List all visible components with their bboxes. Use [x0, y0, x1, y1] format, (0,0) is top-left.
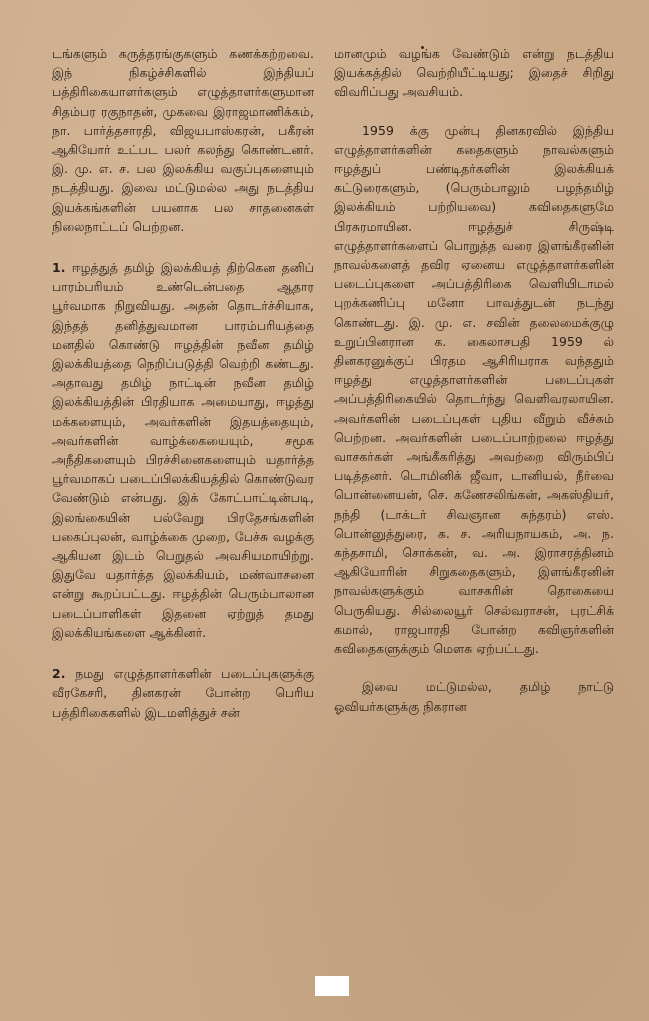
right-main-paragraph: 1959 க்கு முன்பு தினகரவில் இந்திய எழுத்தாளர்களின் கதைகளும் நாவல்களும் ஈழத்துப் பண்டிதர்களின் இலக்கியக் கட்டுரைகளும், (பெரும்பாலும் பழந்தமிழ் இலக்கியம் பற்றியவை) கவிதைகளுமே பிரசுரமாயின. ஈழத்துச் சிருஷ்டி எழுத்தாளர்களைப் பொறுத்த வரை இளங்கீரனின் நாவல்களைத் தவிர ஏனைய எழுத்தாளர்களின் படைப்புகளை அப்பத்திரிகை வெளியிடாமல் புறக்கணிப்பு மனோ பாவத்துடன் நடந்து கொண்டது. இ. மு. எ. சவின் தலைமைக்குழு உறுப்பினரான க. கைலாசபதி 1959 ல் தினகரனுக்குப் பிரதம ஆசிரியராக வந்ததும் ஈழத்து எழுத்தாளர்களின் படைப்புகள் அப்பத்திரிகையில் தொடர்ந்து வெளிவரலாயின. அவர்களின் படைப்புகள் புதிய வீறும் வீச்சும் பெற்றன. அவர்களின் படைப்பாற்றலை ஈழத்து வாசகர்கள் அங்கீகரித்து அவற்றை விரும்பிப் படித்தனர். டொமினிக் ஜீவா, டானியல், நீர்வை பொன்னையன், செ. கணேசலிங்கன், அகஸ்தியர், நந்தி (டாக்டர் சிவஞான சுந்தரம்) எஸ். பொன்னுத்துரை, க. ச. அரியநாயகம், அ. ந. கந்தசாமி, சொக்கன், வ. அ. இராசரத்தினம் ஆகியோரின் சிறுகதைகளும், இளங்கீரனின் நாவல்களுக்கும் வாசகரின் தொகையை பெருகியது. சில்லையூர் செல்வராசன், புரட்சிக் கமால், ராஜபாரதி போன்ற கவிஞர்களின் கவிதைகளுக்கும் மௌசு ஏற்பட்டது. [334, 122, 614, 657]
left-column [52, 44, 314, 722]
point-1-text: ஈழத்துத் தமிழ் இலக்கியத் திற்கென தனிப் பாரம்பரியம் உண்டென்பதை ஆதார பூர்வமாக நிறுவியது. அதன் தொடர்ச்சியாக, இந்தத் தனித்துவமான பாரம்பரியத்தை மனதில் கொண்டு ஈழத்தின் நவீன தமிழ் இலக்கியத்தை நெறிப்படுத்தி வெற்றி கண்டது. அதாவது தமிழ் நாட்டின் நவீன தமிழ் இலக்கியத்தின் பிரதியாக அமையாது, ஈழத்து மக்களையும், அவர்களின் இதயத்தையும், அவர்களின் வாழ்க்கையையும், சமூக அநீதிகளையும் பிரச்சினைகளையும் யதார்த்த பூர்வமாகப் படைப்பிலக்கியத்தில் கொண்டுவர வேண்டும் என்பது. இக் கோட்பாட்டின்படி, இலங்கையின் பல்வேறு பிரதேசங்களின் பகைப்புலன், வாழ்க்கை முறை, பேச்சு வழக்கு ஆகியன இடம் பெறுதல் அவசியமாயிற்று. இதுவே யதார்த்த இலக்கியம், மண்வாசனை என்று கூறப்பட்டது. ஈழத்தின் பெரும்பாலான படைப்பாளிகள் இதனை ஏற்றுத் தமது இலக்கியங்களை ஆக்கினர். [52, 260, 314, 640]
paragraph-spacer [334, 102, 614, 121]
right-column [334, 44, 614, 716]
page-number-box [315, 976, 349, 996]
paragraph-spacer [52, 642, 314, 664]
point-1-number: 1. [52, 260, 66, 276]
left-intro-paragraph: டங்களும் கருத்தரங்குகளும் கணக்கற்றவை. இந் நிகழ்ச்சிகளில் இந்தியப் பத்திரிகையாளர்களும் எழுத்தாளர்களுமான சிதம்பர ரகுநாதன், முகவை இராஜமாணிக்கம், நா. பார்த்தசாரதி, விஜயபாஸ்கரன், பகீரன் ஆகியோர் உட்பட பலர் கலந்து கொண்டனர். இ. மு. எ. ச. பல இலக்கிய வகுப்புகளையும் நடத்தியது. இவை மட்டுமல்ல அது நடத்திய இயக்கங்களின் பயனாக பல சாதனைகள் நிலைநாட்டப் பெற்றன. [52, 46, 314, 234]
point-2-paragraph [52, 664, 314, 722]
right-continuation-paragraph: மானமும் வழங்க வேண்டும் என்று நடத்திய இயக்கத்தில் வெற்றியீட்டியது; இதைச் சிறிது விவரிப்பது அவசியம். [334, 46, 614, 100]
paragraph-spacer [52, 236, 314, 258]
point-1-paragraph [52, 258, 314, 642]
point-2-number: 2. [52, 666, 66, 682]
right-closing-paragraph: இவை மட்டுமல்ல, தமிழ் நாட்டு ஓவியர்களுக்கு நிகரான [334, 679, 614, 714]
point-2-text: நமது எழுத்தாளர்களின் படைப்புகளுக்கு வீரகேசரி, தினகரன் போன்ற பெரிய பத்திரிகைகளில் இடமளித்துச் சன் [52, 666, 314, 720]
paragraph-spacer [334, 658, 614, 677]
